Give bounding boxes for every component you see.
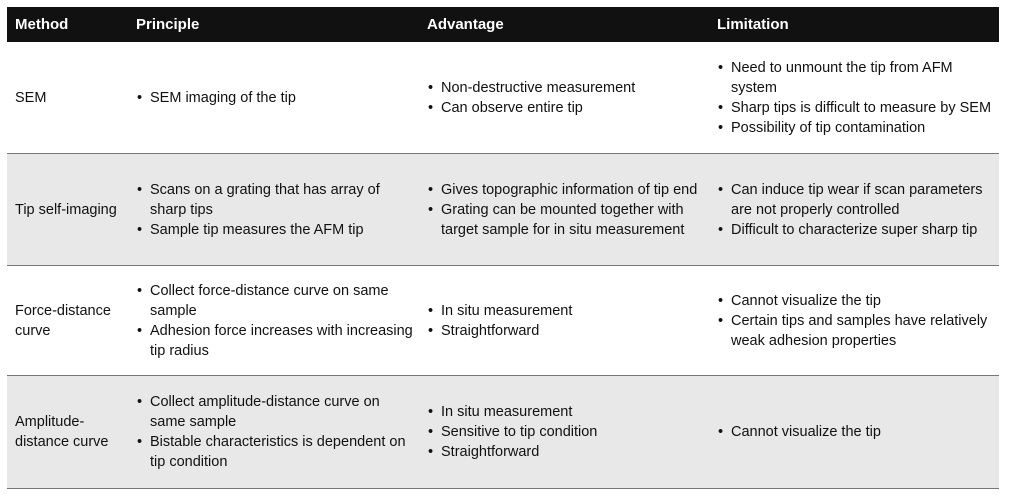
limitation-list bbox=[717, 58, 993, 138]
limitation-cell bbox=[709, 154, 999, 266]
advantage-cell bbox=[419, 154, 709, 266]
comparison-table bbox=[7, 7, 999, 489]
list-item: • Cannot visualize the tip bbox=[717, 422, 993, 442]
advantage-list bbox=[427, 78, 703, 118]
method-cell: Force-distance curve bbox=[7, 266, 128, 376]
list-item: • Can observe entire tip bbox=[427, 98, 703, 118]
list-item: • In situ measurement bbox=[427, 301, 703, 321]
limitation-cell bbox=[709, 266, 999, 376]
list-item: • Gives topographic information of tip end bbox=[427, 180, 703, 200]
principle-cell bbox=[128, 42, 419, 154]
principle-list bbox=[136, 180, 413, 240]
list-item: • Collect amplitude-distance curve on same sample bbox=[136, 392, 413, 432]
limitation-cell bbox=[709, 376, 999, 489]
principle-list bbox=[136, 392, 413, 472]
list-item: • Sample tip measures the AFM tip bbox=[136, 220, 413, 240]
advantage-cell bbox=[419, 42, 709, 154]
table-row bbox=[7, 266, 999, 376]
list-item: • Straightforward bbox=[427, 321, 703, 341]
table-row bbox=[7, 154, 999, 266]
table-row bbox=[7, 42, 999, 154]
limitation-list bbox=[717, 422, 993, 442]
principle-list bbox=[136, 88, 413, 108]
limitation-list bbox=[717, 291, 993, 351]
comparison-table-container bbox=[7, 7, 999, 489]
advantage-list bbox=[427, 180, 703, 240]
principle-cell bbox=[128, 154, 419, 266]
advantage-cell bbox=[419, 266, 709, 376]
method-cell: Amplitude-distance curve bbox=[7, 376, 128, 489]
header-advantage: Advantage bbox=[419, 7, 709, 42]
method-cell: Tip self-imaging bbox=[7, 154, 128, 266]
principle-cell bbox=[128, 376, 419, 489]
list-item: • SEM imaging of the tip bbox=[136, 88, 413, 108]
list-item: • Collect force-distance curve on same sample bbox=[136, 281, 413, 321]
limitation-cell bbox=[709, 42, 999, 154]
table-header-row bbox=[7, 7, 999, 42]
method-cell: SEM bbox=[7, 42, 128, 154]
list-item: • Bistable characteristics is dependent on tip condition bbox=[136, 432, 413, 472]
list-item: • Can induce tip wear if scan parameters are not properly controlled bbox=[717, 180, 993, 220]
list-item: • Difficult to characterize super sharp tip bbox=[717, 220, 993, 240]
advantage-list bbox=[427, 301, 703, 341]
table-row bbox=[7, 376, 999, 489]
list-item: • Adhesion force increases with increasing tip radius bbox=[136, 321, 413, 361]
header-limitation: Limitation bbox=[709, 7, 999, 42]
list-item: • Scans on a grating that has array of sharp tips bbox=[136, 180, 413, 220]
list-item: • Grating can be mounted together with target sample for in situ measurement bbox=[427, 200, 703, 240]
list-item: • Possibility of tip contamination bbox=[717, 118, 993, 138]
principle-cell bbox=[128, 266, 419, 376]
list-item: • Sharp tips is difficult to measure by SEM bbox=[717, 98, 993, 118]
advantage-list bbox=[427, 402, 703, 462]
principle-list bbox=[136, 281, 413, 361]
header-method: Method bbox=[7, 7, 128, 42]
list-item: • In situ measurement bbox=[427, 402, 703, 422]
advantage-cell bbox=[419, 376, 709, 489]
list-item: • Straightforward bbox=[427, 442, 703, 462]
header-principle: Principle bbox=[128, 7, 419, 42]
list-item: • Need to unmount the tip from AFM system bbox=[717, 58, 993, 98]
list-item: • Non-destructive measurement bbox=[427, 78, 703, 98]
limitation-list bbox=[717, 180, 993, 240]
list-item: • Cannot visualize the tip bbox=[717, 291, 993, 311]
list-item: • Sensitive to tip condition bbox=[427, 422, 703, 442]
list-item: • Certain tips and samples have relatively weak adhesion properties bbox=[717, 311, 993, 351]
